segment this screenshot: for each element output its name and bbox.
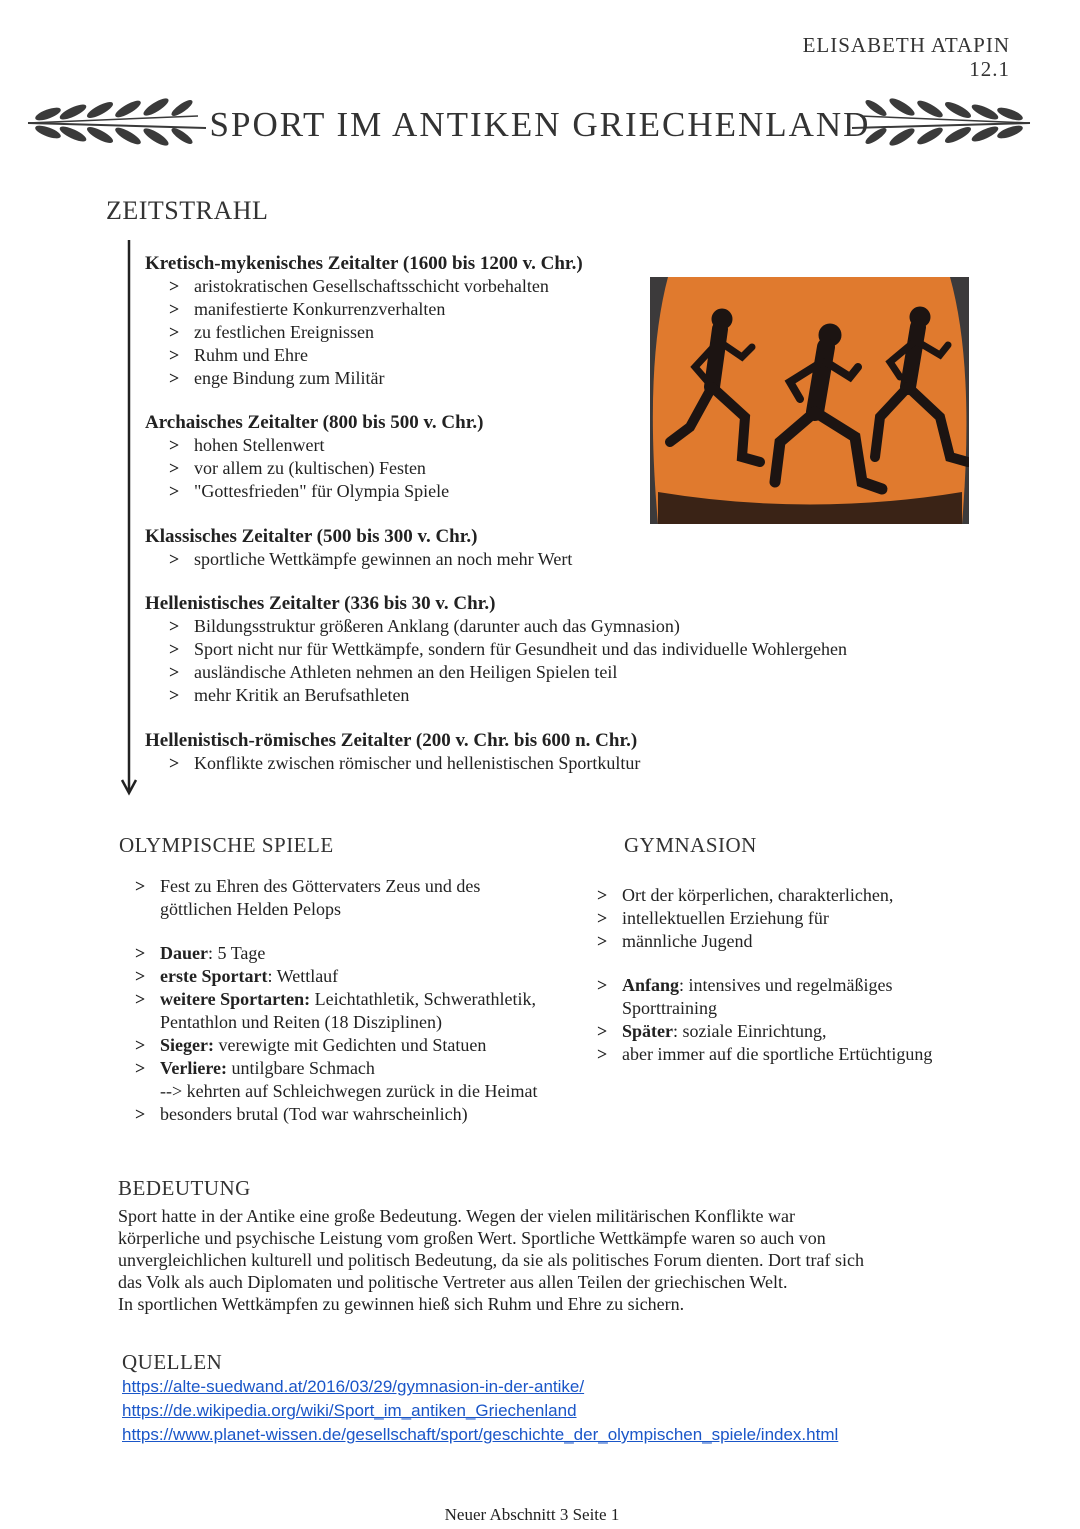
olympics-heading: OLYMPISCHE SPIELE: [119, 833, 334, 857]
era-4-title: Hellenistisches Zeitalter (336 bis 30 v. Chr.): [145, 593, 496, 614]
list-item: > Ruhm und Ehre: [167, 344, 645, 367]
gymnasion-section: [595, 884, 995, 1066]
source-link-1[interactable]: https://alte-suedwand.at/2016/03/29/gymnasion-in-der-antike/: [122, 1377, 585, 1396]
list-item: > mehr Kritik an Berufsathleten: [167, 684, 965, 707]
author-name: ELISABETH ATAPIN: [802, 33, 1010, 57]
list-item: > zu festlichen Ereignissen: [167, 321, 645, 344]
list-item: > aber immer auf die sportliche Ertüchtigung: [595, 1043, 995, 1066]
quellen-heading: QUELLEN: [122, 1350, 223, 1374]
list-item: > Bildungsstruktur größeren Anklang (darunter auch das Gymnasion): [167, 615, 965, 638]
era-1-title: Kretisch-mykenisches Zeitalter (1600 bis 1200 v. Chr.): [145, 253, 583, 274]
list-item: > hohen Stellenwert: [167, 434, 645, 457]
quellen-list: [122, 1375, 1022, 1447]
list-item: > weitere Sportarten: Leichtathletik, Schwerathletik, Pentathlon und Reiten (18 Disziplinen): [133, 988, 603, 1034]
era-2-title: Archaisches Zeitalter (800 bis 500 v. Chr.): [145, 412, 484, 433]
era-3: [145, 525, 745, 571]
list-item: > "Gottesfrieden" für Olympia Spiele: [167, 480, 645, 503]
list-item: > sportliche Wettkämpfe gewinnen an noch mehr Wert: [167, 548, 745, 571]
era-5-title: Hellenistisch-römisches Zeitalter (200 v. Chr. bis 600 n. Chr.): [145, 730, 638, 751]
list-item: > Dauer: 5 Tage: [133, 942, 603, 965]
author-block: [803, 33, 1010, 81]
list-item: > männliche Jugend: [595, 930, 995, 953]
timeline-heading: ZEITSTRAHL: [106, 196, 269, 225]
list-item: > Ort der körperlichen, charakterlichen,: [595, 884, 995, 907]
bedeutung-paragraph: Sport hatte in der Antike eine große Bedeutung. Wegen der vielen militärischen Konflikte war körperliche und psychische Leistung vom großen Wert. Sportliche Wettkämpfe waren so auch von unvergleichlichen kulturell und politisch Bedeutung, da sie als politisches Forum dienten. Dort traf sich das Volk als auch Diplomaten und politische Vertreter aus allen Teilen der griechischen Welt. In sportlichen Wettkämpfen zu gewinnen hieß sich Ruhm und Ehre zu sichern.: [118, 1206, 865, 1314]
list-item: > intellektuellen Erziehung für: [595, 907, 995, 930]
list-item: > ausländische Athleten nehmen an den Heiligen Spielen teil: [167, 661, 965, 684]
list-item: > vor allem zu (kultischen) Festen: [167, 457, 645, 480]
olympics-section: [133, 875, 603, 1126]
timeline-arrow-icon: [120, 240, 140, 800]
era-2: [145, 411, 645, 503]
list-item: > erste Sportart: Wettlauf: [133, 965, 603, 988]
page-footer: Neuer Abschnitt 3 Seite 1: [444, 1505, 620, 1524]
list-item: > aristokratischen Gesellschaftsschicht vorbehalten: [167, 275, 645, 298]
list-item: > Später: soziale Einrichtung,: [595, 1020, 995, 1043]
list-item: > manifestierte Konkurrenzverhalten: [167, 298, 645, 321]
source-link-3[interactable]: https://www.planet-wissen.de/gesellschaft/sport/geschichte_der_olympischen_spiele/index.html: [122, 1425, 839, 1444]
olympics-intro-line-2: göttlichen Helden Pelops: [160, 899, 341, 919]
list-item: > Anfang: intensives und regelmäßiges Sporttraining: [595, 974, 995, 1020]
list-item: > Sport nicht nur für Wettkämpfe, sondern für Gesundheit und das individuelle Wohlergehen: [167, 638, 965, 661]
page-title: SPORT IM ANTIKEN GRIECHENLAND: [209, 105, 871, 144]
source-link-2[interactable]: https://de.wikipedia.org/wiki/Sport_im_antiken_Griechenland: [122, 1401, 577, 1420]
list-item: > Konflikte zwischen römischer und hellenistischen Sportkultur: [167, 752, 965, 775]
greek-vase-runners-image: [650, 277, 969, 524]
olympics-intro-line-1: > Fest zu Ehren des Göttervaters Zeus und des: [160, 876, 481, 896]
era-5: [145, 729, 965, 775]
bedeutung-heading: BEDEUTUNG: [118, 1176, 251, 1200]
era-3-title: Klassisches Zeitalter (500 bis 300 v. Chr.): [145, 526, 478, 547]
list-item: > Verliere: untilgbare Schmach --> kehrten auf Schleichwegen zurück in die Heimat: [133, 1057, 603, 1103]
era-4: [145, 592, 965, 707]
list-item: > besonders brutal (Tod war wahrscheinlich): [133, 1103, 603, 1126]
list-item: [133, 875, 603, 921]
author-class: 12.1: [969, 57, 1010, 81]
list-item: > enge Bindung zum Militär: [167, 367, 645, 390]
gymnasion-heading: GYMNASION: [624, 833, 757, 857]
era-1: [145, 252, 645, 390]
list-item: > Sieger: verewigte mit Gedichten und Statuen: [133, 1034, 603, 1057]
